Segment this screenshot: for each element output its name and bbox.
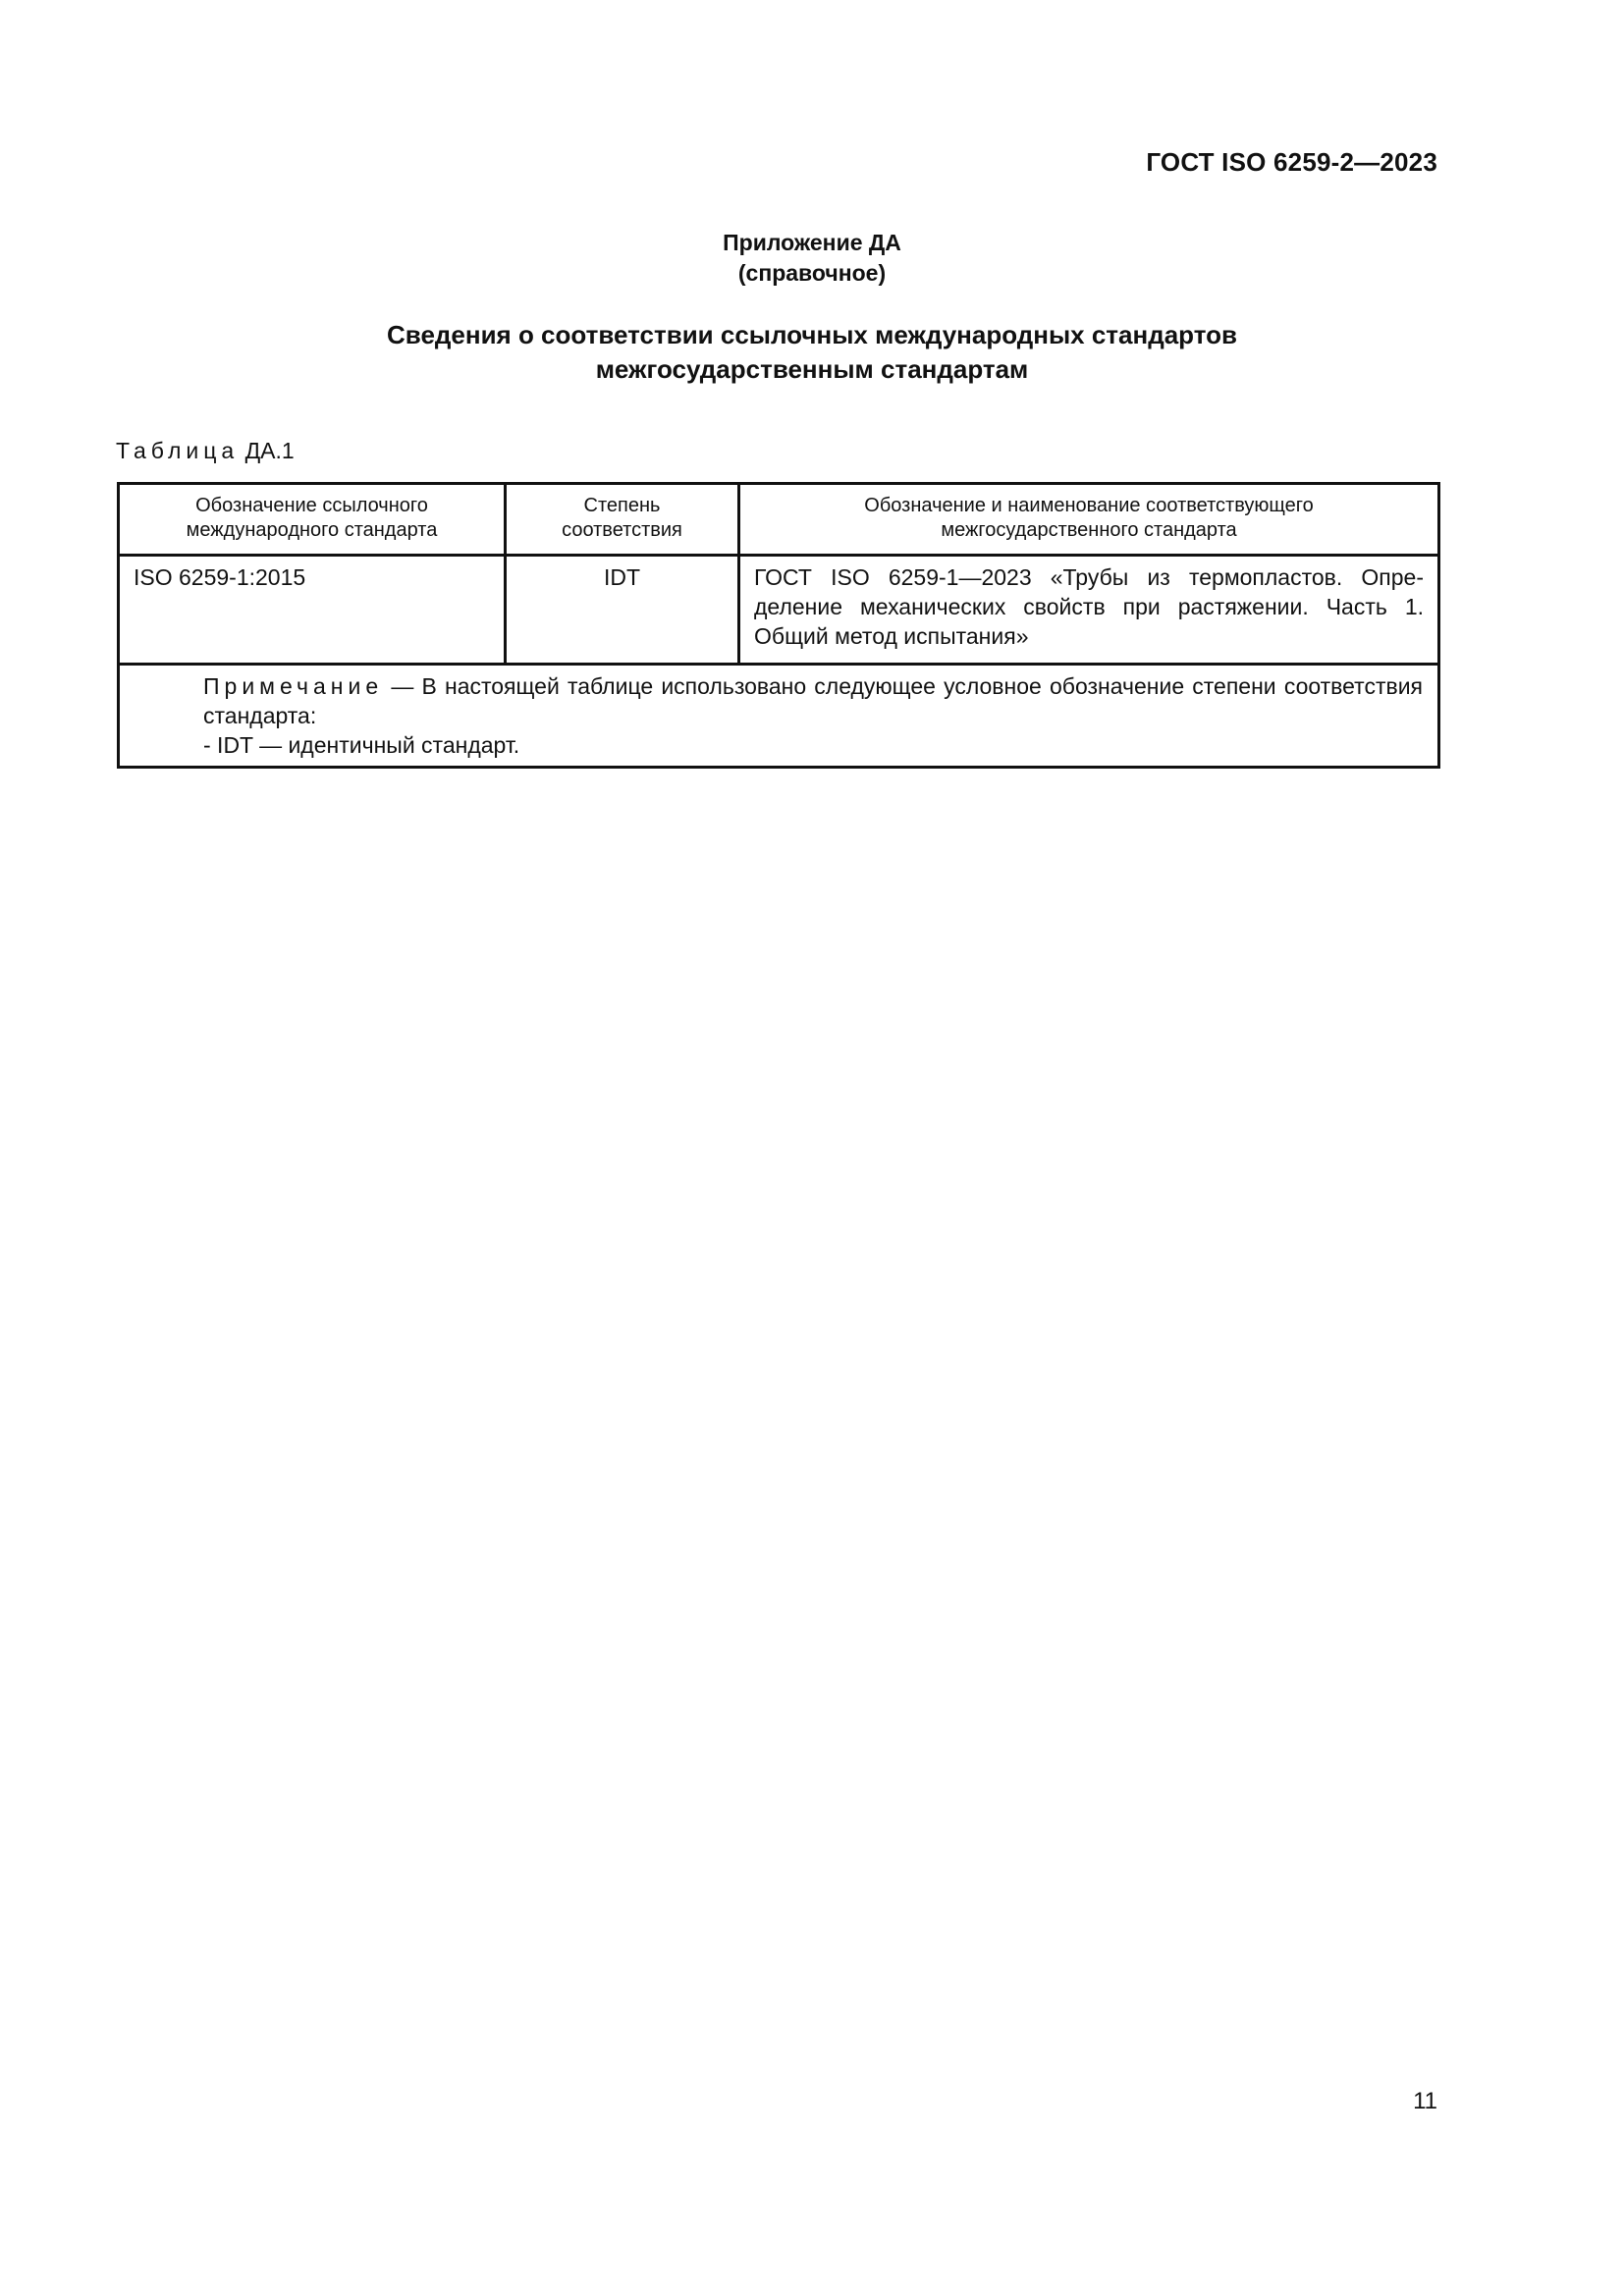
appendix-subtitle: (справочное) — [737, 260, 887, 286]
note-dash: — — [391, 673, 414, 699]
column-header-line: Степень — [583, 495, 661, 516]
page-number: 11 — [1413, 2088, 1437, 2114]
table-note — [119, 665, 1439, 768]
appendix-title: Приложение ДА — [723, 230, 901, 255]
column-header-degree — [506, 484, 739, 556]
note-paragraph — [135, 671, 1423, 730]
column-header-line: Обозначение и наименование соответствующего — [864, 495, 1314, 516]
column-header-reference-standard — [119, 484, 506, 556]
table-label — [116, 438, 295, 464]
column-header-interstate-standard — [739, 484, 1439, 556]
column-header-line: соответствия — [562, 519, 682, 541]
heading-line-1: Сведения о соответствии ссылочных международных стандартов — [387, 320, 1237, 349]
appendix-title-block — [0, 228, 1624, 289]
column-header-line: межгосударственного стандарта — [941, 519, 1237, 541]
heading-line-2: межгосударственным стандартам — [595, 354, 1029, 384]
note-text: В настоящей таблице использовано следующее условное обозначение степени соответствия стандарта: — [203, 673, 1424, 728]
section-heading — [0, 318, 1624, 387]
correspondence-table — [117, 482, 1440, 769]
note-item: - IDT — идентичный стандарт. — [203, 732, 520, 758]
cell-reference-standard: ISO 6259-1:2015 — [119, 556, 506, 665]
table-label-number: ДА.1 — [244, 438, 295, 463]
table-label-word: Таблица — [116, 438, 240, 463]
table-note-row — [119, 665, 1439, 768]
column-header-line: Обозначение ссылочного — [195, 495, 428, 516]
document-code: ГОСТ ISO 6259-2—2023 — [1146, 147, 1437, 177]
note-label: Примечание — [203, 673, 384, 699]
cell-interstate-standard: ГОСТ ISO 6259-1—2023 «Трубы из термопластов. Опре-деление механических свойств при растяжении. Часть 1. Общий метод испытания» — [739, 556, 1439, 665]
column-header-line: международного стандарта — [186, 519, 438, 541]
table-row — [119, 556, 1439, 665]
table-header-row — [119, 484, 1439, 556]
cell-degree: IDT — [506, 556, 739, 665]
